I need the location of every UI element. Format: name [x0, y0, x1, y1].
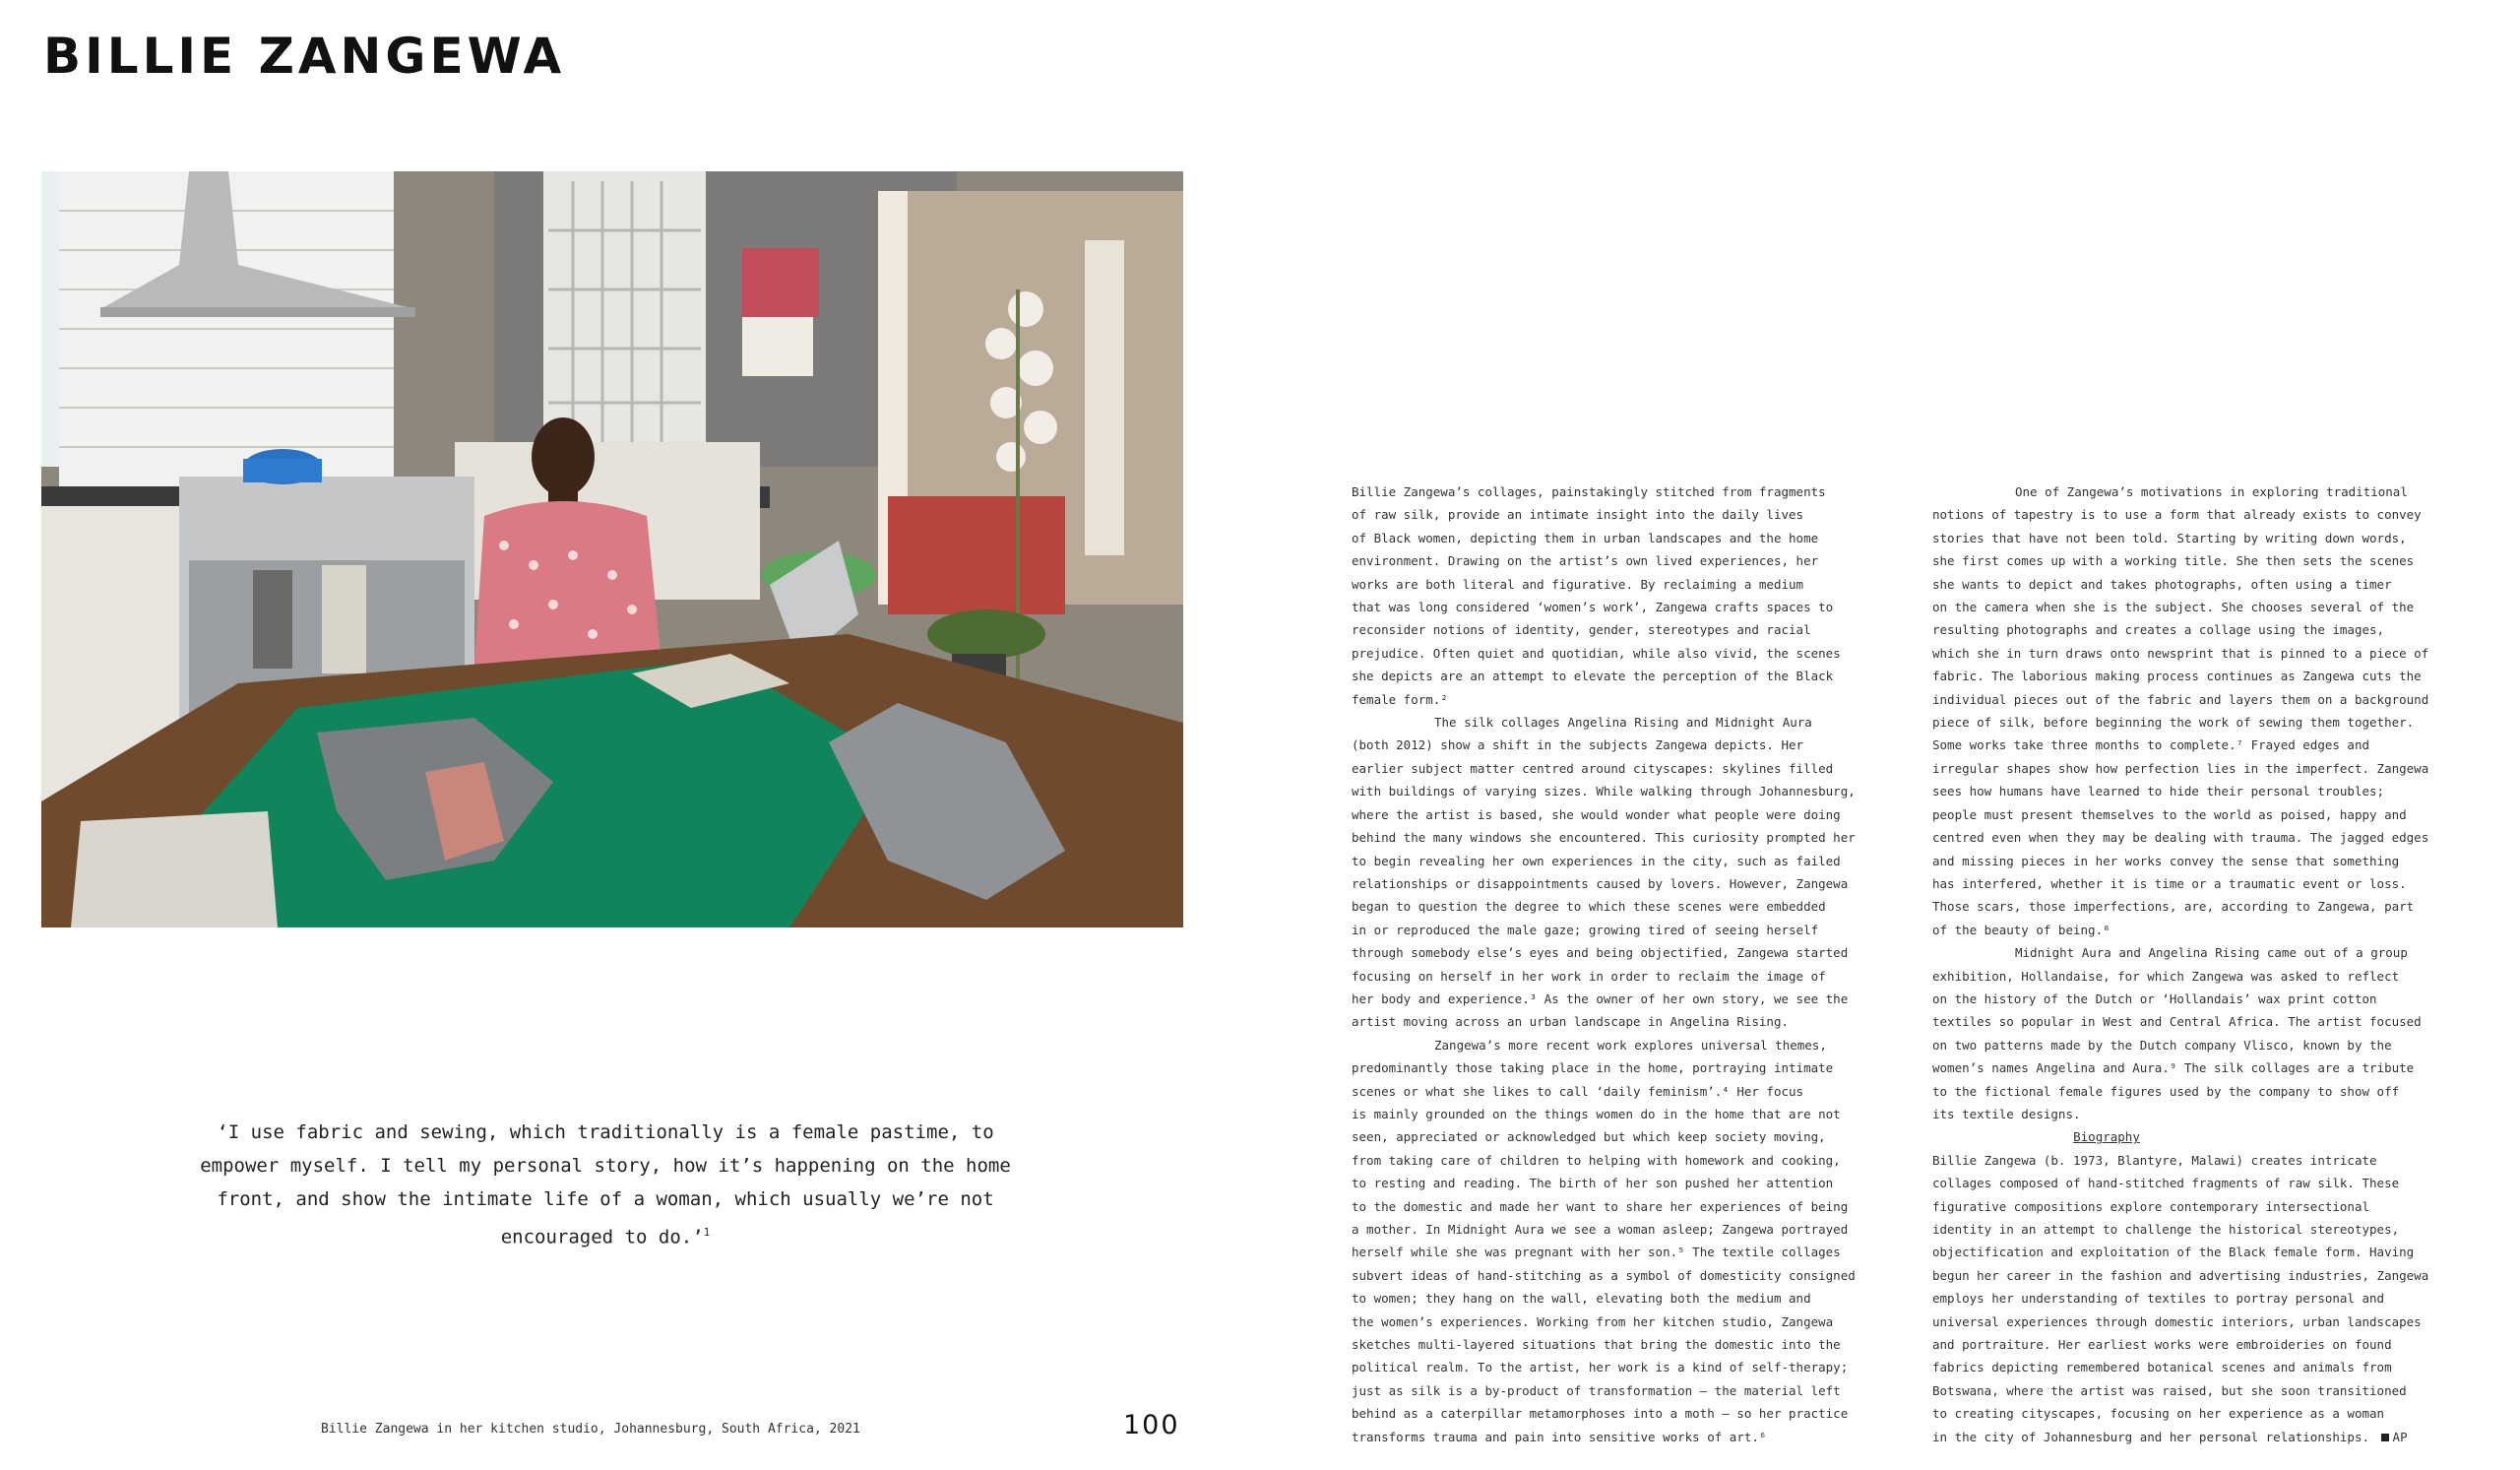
- biography-body: Billie Zangewa (b. 1973, Blantyre, Malawi) creates intricate collages composed of hand-stitched fragments of raw silk. These figurative compositions explore contemporary intersectional identity in an attempt to challenge the historical stereotypes, objectification and exploitation of the Black female form. Having begun her career in the fashion and advertising industries, Zangewa employs her understanding of textiles to portray personal and universal experiences through domestic interiors, urban landscapes and portraiture. Her earliest works were embroideries on found fabrics depicting remembered botanical scenes and animals from Botswana, where the artist was raised, but she soon transitioned to creating cityscapes, focusing on her experience as a woman in the city of Johannesburg and her personal relationships.: [1932, 1152, 2429, 1444]
- studio-photograph: [41, 171, 1183, 927]
- paragraph: Zangewa’s more recent work explores universal themes, predominantly those taking place in the home, portraying intimate scenes or what she likes to call ‘daily feminism’.⁴ Her focus is mainly grounded on the things women do in the home that are not seen, appreciated or acknowledged but which keep society moving, from taking care of children to helping with homework and cooking, to resting and reading. The birth of her son pushed her attention to the domestic and made her want to share her experiences of being a mother. In Midnight Aura we see a woman asleep; Zangewa portrayed herself while she was pregnant with her son.⁵ The textile collages subvert ideas of hand-stitching as a symbol of domesticity consigned to women; they hang on the wall, elevating both the medium and the women’s experiences. Working from her kitchen studio, Zangewa sketches multi-layered situations that bring the domestic into the political realm. To the artist, her work is a kind of self-therapy; just as silk is a by-product of transformation – the material left behind as a caterpillar metamorphoses into a moth – so her practice transforms trauma and pain into sensitive works of art.⁶: [1352, 1037, 1856, 1444]
- biography-text: [1932, 1149, 2497, 1448]
- text-column-right: [1932, 480, 2497, 1448]
- author-initials: AP: [2392, 1429, 2408, 1444]
- paragraph: Midnight Aura and Angelina Rising came out of a group exhibition, Hollandaise, for which Zangewa was asked to reflect on the history of the Dutch or ‘Hollandais’ wax print cotton textiles so popular in West and Central Africa. The artist focused on two patterns made by the Dutch company Vlisco, known by the women’s names Angelina and Aura.⁹ The silk collages are a tribute to the fictional female figures used by the company to show off its textile designs.: [1932, 945, 2422, 1121]
- page-number: 100: [1123, 1410, 1180, 1440]
- photo-caption: Billie Zangewa in her kitchen studio, Johannesburg, South Africa, 2021: [321, 1422, 860, 1437]
- paragraph: The silk collages Angelina Rising and Midnight Aura (both 2012) show a shift in the subjects Zangewa depicts. Her earlier subject matter centred around cityscapes: skylines filled with buildings of varying sizes. While walking through Johannesburg, where the artist is based, she would wonder what people were doing behind the many windows she encountered. This curiosity prompted her to begin revealing her own experiences in the city, such as failed relationships or disappointments caused by lovers. However, Zangewa began to question the degree to which these scenes were embedded in or reproduced the male gaze; growing tired of seeing herself through somebody else’s eyes and being objectified, Zangewa started focusing on herself in her work in order to reclaim the image of her body and experience.³ As the owner of her own story, we see the artist moving across an urban landscape in Angelina Rising.: [1352, 715, 1856, 1030]
- paragraph: One of Zangewa’s motivations in exploring traditional notions of tapestry is to use a form that already exists to convey stories that have not been told. Starting by writing down words, she first comes up with a working title. She then sets the scenes she wants to depict and takes photographs, often using a timer on the camera when she is the subject. She chooses several of the resulting photographs and creates a collage using the images, which she in turn draws onto newsprint that is pinned to a piece of fabric. The laborious making process continues as Zangewa cuts the individual pieces out of the fabric and layers them on a background piece of silk, before beginning the work of sewing them together. Some works take three months to complete.⁷ Frayed edges and irregular shapes show how perfection lies in the imperfect. Zangewa sees how humans have learned to hide their personal troubles; people must present themselves to the world as poised, happy and centred even when they may be dealing with trauma. The jagged edges and missing pieces in her works convey the sense that something has interfered, whether it is time or a traumatic event or loss. Those scars, those imperfections, are, according to Zangewa, part of the beauty of being.⁸: [1932, 484, 2429, 937]
- paragraph: Billie Zangewa’s collages, painstakingly stitched from fragments of raw silk, provide an intimate insight into the daily lives of Black women, depicting them in urban landscapes and the home environment. Drawing on the artist’s own lived experiences, her works are both literal and figurative. By reclaiming a medium that was long considered ‘women’s work’, Zangewa crafts spaces to reconsider notions of identity, gender, stereotypes and racial prejudice. Often quiet and quotidian, while also vivid, the scenes she depicts are an attempt to elevate the perception of the Black female form.²: [1352, 484, 1841, 707]
- page-title: BILLIE ZANGEWA: [43, 28, 566, 85]
- biography-heading: Biography: [2073, 1129, 2140, 1145]
- text-column-left: [1352, 480, 1917, 1448]
- end-mark-icon: [2381, 1434, 2389, 1441]
- pull-quote-text: ‘I use fabric and sewing, which traditionally is a female pastime, to empower myself. I tell my personal story, how it’s happening on the home front, and show the intimate life of a woman, which usually we’re not encouraged to do.’: [200, 1121, 1011, 1248]
- pull-quote: [187, 1116, 1024, 1253]
- pull-quote-footnote: 1: [703, 1226, 711, 1239]
